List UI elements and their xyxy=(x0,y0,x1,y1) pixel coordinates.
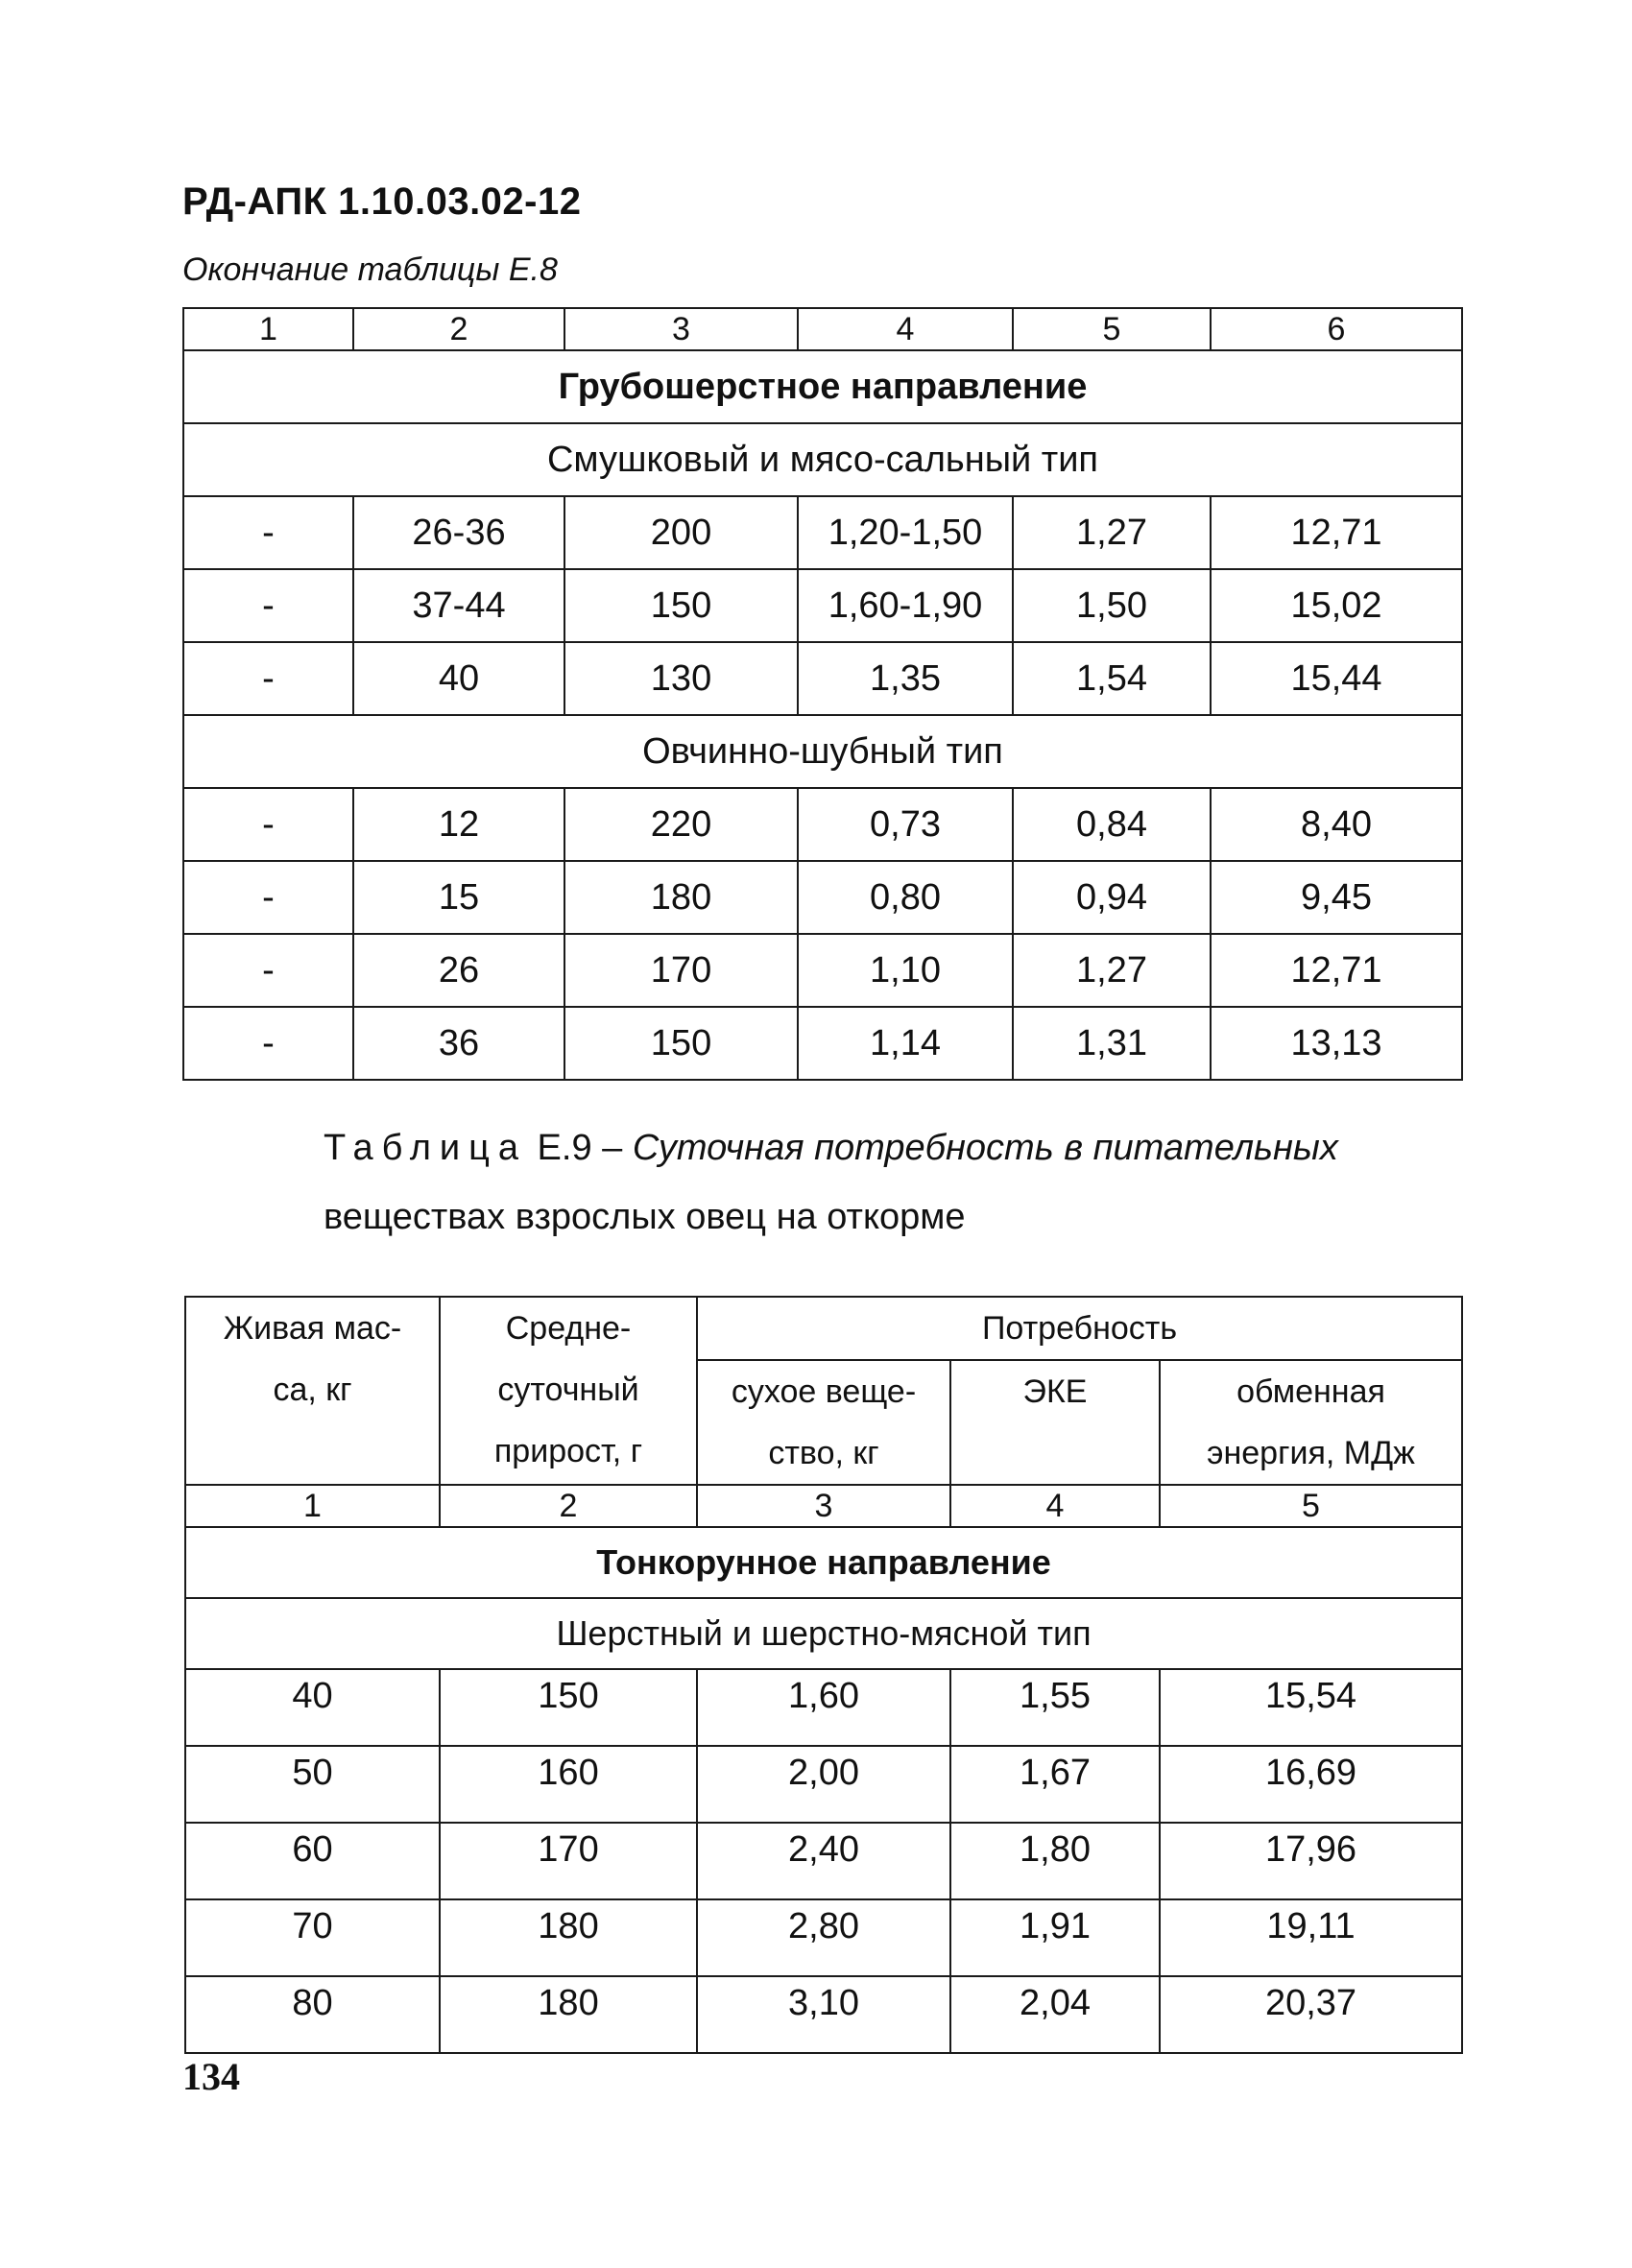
table-row xyxy=(183,1007,1462,1080)
table-row xyxy=(183,934,1462,1007)
group-row xyxy=(185,1598,1462,1669)
table-row xyxy=(183,642,1462,715)
table-cell: 160 xyxy=(440,1746,697,1823)
table-cell: 26-36 xyxy=(353,496,564,569)
table-cell: 50 xyxy=(185,1746,440,1823)
header-daily-gain xyxy=(440,1297,697,1485)
table-cell: 180 xyxy=(440,1976,697,2053)
table-cell: 180 xyxy=(564,861,798,934)
table-cell: 15,02 xyxy=(1211,569,1462,642)
table-cell: 60 xyxy=(185,1823,440,1899)
document-code: РД-АПК 1.10.03.02-12 xyxy=(182,180,582,223)
column-number: 5 xyxy=(1013,308,1211,350)
table-cell: 19,11 xyxy=(1160,1899,1462,1976)
table-cell: 1,80 xyxy=(950,1823,1160,1899)
group-title: Овчинно-шубный тип xyxy=(183,715,1462,788)
table-cell: 0,73 xyxy=(798,788,1013,861)
table-cell: 1,10 xyxy=(798,934,1013,1007)
table-cell: 150 xyxy=(440,1669,697,1746)
table-cell: 17,96 xyxy=(1160,1823,1462,1899)
table-row xyxy=(185,1899,1462,1976)
caption-number: Е.9 – xyxy=(527,1128,633,1168)
table-cell: 1,27 xyxy=(1013,496,1211,569)
table-row xyxy=(183,861,1462,934)
table-cell: 26 xyxy=(353,934,564,1007)
table-continuation-label: Окончание таблицы Е.8 xyxy=(182,251,558,288)
table-cell: 220 xyxy=(564,788,798,861)
table-cell: 70 xyxy=(185,1899,440,1976)
table-cell: 1,20-1,50 xyxy=(798,496,1013,569)
group-title: Смушковый и мясо-сальный тип xyxy=(183,423,1462,496)
header-line: Средне- xyxy=(505,1310,632,1347)
column-number: 3 xyxy=(697,1485,950,1527)
group-row xyxy=(183,423,1462,496)
section-row xyxy=(183,350,1462,423)
header-line: прирост, г xyxy=(493,1433,643,1469)
group-title: Шерстный и шерстно-мясной тип xyxy=(185,1598,1462,1669)
table-cell: 2,40 xyxy=(697,1823,950,1899)
table-cell: 36 xyxy=(353,1007,564,1080)
table-cell: - xyxy=(183,861,353,934)
table-cell: 180 xyxy=(440,1899,697,1976)
column-number: 6 xyxy=(1211,308,1462,350)
table-cell: 200 xyxy=(564,496,798,569)
table-cell: 150 xyxy=(564,1007,798,1080)
table-cell: 130 xyxy=(564,642,798,715)
header-line: суточный xyxy=(497,1372,639,1408)
table-row xyxy=(185,1976,1462,2053)
table-cell: 1,27 xyxy=(1013,934,1211,1007)
header-row xyxy=(185,1297,1462,1360)
table-cell: 12,71 xyxy=(1211,496,1462,569)
table-e8 xyxy=(182,307,1463,1081)
table-cell: 16,69 xyxy=(1160,1746,1462,1823)
table-e9-caption xyxy=(324,1113,1437,1252)
table-cell: - xyxy=(183,642,353,715)
table-cell: 1,50 xyxy=(1013,569,1211,642)
column-number: 1 xyxy=(183,308,353,350)
table-cell: 2,80 xyxy=(697,1899,950,1976)
table-cell: 170 xyxy=(440,1823,697,1899)
header-line: Живая мас- xyxy=(223,1310,402,1347)
table-cell: 20,37 xyxy=(1160,1976,1462,2053)
table-row xyxy=(183,788,1462,861)
caption-text: Суточная потребность в питательных xyxy=(632,1128,1338,1168)
section-title: Тонкорунное направление xyxy=(185,1527,1462,1598)
caption-label: Таблица xyxy=(324,1128,527,1168)
header-line: обменная xyxy=(1236,1373,1385,1410)
table-row xyxy=(185,1746,1462,1823)
caption-text-line2: веществах взрослых овец на откорме xyxy=(324,1197,966,1237)
table-cell: - xyxy=(183,934,353,1007)
column-number: 2 xyxy=(353,308,564,350)
column-number: 4 xyxy=(798,308,1013,350)
column-number: 1 xyxy=(185,1485,440,1527)
group-row xyxy=(183,715,1462,788)
table-cell: 1,60-1,90 xyxy=(798,569,1013,642)
table-cell: - xyxy=(183,569,353,642)
table-cell: 150 xyxy=(564,569,798,642)
table-cell: 3,10 xyxy=(697,1976,950,2053)
table-cell: - xyxy=(183,788,353,861)
table-e9 xyxy=(184,1296,1463,2054)
table-cell: 1,31 xyxy=(1013,1007,1211,1080)
table-cell: 0,80 xyxy=(798,861,1013,934)
header-dry-matter xyxy=(697,1360,950,1485)
table-cell: 1,35 xyxy=(798,642,1013,715)
header-eke: ЭКЕ xyxy=(950,1360,1160,1485)
header-need: Потребность xyxy=(697,1297,1462,1360)
header-live-mass xyxy=(185,1297,440,1485)
column-number: 2 xyxy=(440,1485,697,1527)
table-cell: 2,04 xyxy=(950,1976,1160,2053)
table-cell: 15,54 xyxy=(1160,1669,1462,1746)
table-cell: 1,14 xyxy=(798,1007,1013,1080)
table-cell: 1,55 xyxy=(950,1669,1160,1746)
header-line: энергия, МДж xyxy=(1207,1435,1415,1471)
table-cell: 0,94 xyxy=(1013,861,1211,934)
page-number: 134 xyxy=(182,2055,240,2098)
table-cell: 15 xyxy=(353,861,564,934)
table-row xyxy=(183,496,1462,569)
column-number-row xyxy=(185,1485,1462,1527)
table-cell: 12 xyxy=(353,788,564,861)
column-number: 3 xyxy=(564,308,798,350)
column-number-row xyxy=(183,308,1462,350)
table-cell: 40 xyxy=(185,1669,440,1746)
column-number: 5 xyxy=(1160,1485,1462,1527)
table-cell: 13,13 xyxy=(1211,1007,1462,1080)
column-number: 4 xyxy=(950,1485,1160,1527)
table-cell: 40 xyxy=(353,642,564,715)
table-cell: 0,84 xyxy=(1013,788,1211,861)
table-cell: 15,44 xyxy=(1211,642,1462,715)
table-cell: 12,71 xyxy=(1211,934,1462,1007)
header-line: сухое веще- xyxy=(731,1373,917,1410)
table-cell: 9,45 xyxy=(1211,861,1462,934)
table-cell: 1,60 xyxy=(697,1669,950,1746)
table-cell: 37-44 xyxy=(353,569,564,642)
table-cell: - xyxy=(183,496,353,569)
table-cell: 170 xyxy=(564,934,798,1007)
table-row xyxy=(185,1669,1462,1746)
table-cell: 1,91 xyxy=(950,1899,1160,1976)
table-cell: 1,54 xyxy=(1013,642,1211,715)
table-cell: 8,40 xyxy=(1211,788,1462,861)
table-cell: - xyxy=(183,1007,353,1080)
table-row xyxy=(183,569,1462,642)
header-line: са, кг xyxy=(273,1372,352,1408)
header-energy xyxy=(1160,1360,1462,1485)
table-cell: 2,00 xyxy=(697,1746,950,1823)
header-line: ство, кг xyxy=(768,1435,879,1471)
table-cell: 1,67 xyxy=(950,1746,1160,1823)
section-title: Грубошерстное направление xyxy=(183,350,1462,423)
section-row xyxy=(185,1527,1462,1598)
table-row xyxy=(185,1823,1462,1899)
table-cell: 80 xyxy=(185,1976,440,2053)
